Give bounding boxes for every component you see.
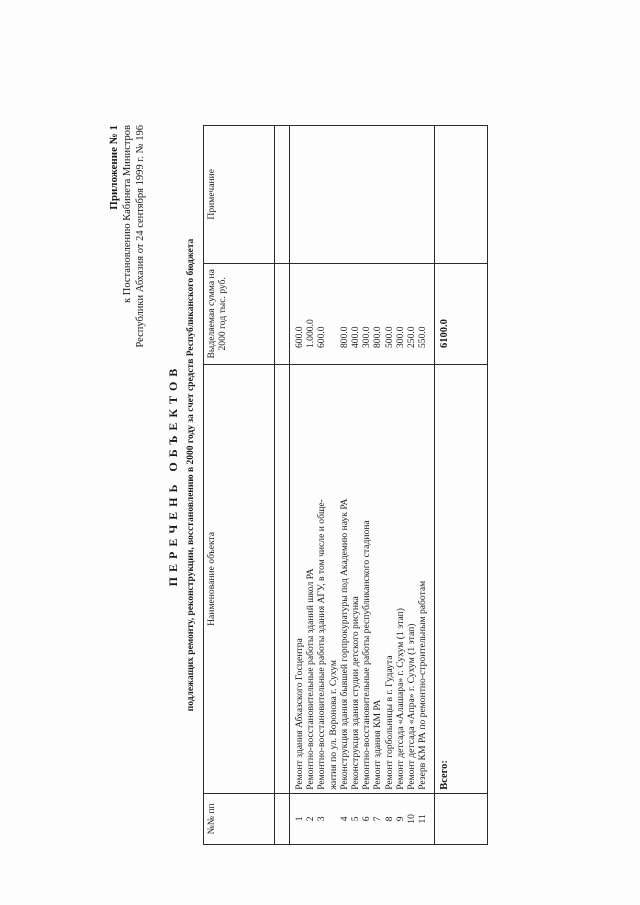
total-label: Всего:: [439, 760, 451, 790]
document-page: [108, 125, 548, 835]
object-name: Реконструкция здания студии детского рисунка: [350, 596, 362, 790]
objects-table: [203, 125, 488, 845]
row-amounts-cell: [290, 263, 435, 364]
document-subtitle: подлежащих ремонту, реконструкции, восстановлению в 2000 году за счет средств Республиканского бюджета: [186, 238, 196, 712]
row-notes-cell: [290, 126, 435, 264]
column-header-name: Наименование объекта: [204, 365, 275, 794]
object-name: Реконструкция здания бывшей горпрокуратуры под Академию наук РА: [338, 498, 350, 790]
row-number: 11: [417, 814, 429, 824]
allocated-amount: 300.0: [394, 326, 406, 349]
table-total-row: [435, 126, 488, 845]
object-name: Ремонт здания Абхазского Госцентра: [294, 638, 305, 790]
column-header-number: №№ пп: [204, 793, 275, 844]
allocated-amount: 500.0: [383, 326, 395, 349]
appendix-reference-date: Республики Абхазия от 24 сентября 1999 г. № 196: [135, 125, 146, 348]
allocated-amount: [328, 267, 339, 348]
allocated-amount: 1.000.0: [305, 319, 317, 349]
document-title: ПЕРЕЧЕНЬ ОБЪЕКТОВ: [166, 363, 180, 587]
allocated-amount: 600.0: [316, 326, 328, 349]
appendix-reference-line: к Постановлению Кабинета Министров: [122, 125, 133, 303]
row-names-cell: [290, 365, 435, 794]
table-spacer-row: [275, 126, 290, 845]
object-name: Ремонтно-восстановительные работы здания АГУ, в том числе и обще-: [316, 499, 328, 790]
total-label-cell: [435, 365, 488, 794]
column-header-note: Примечание: [204, 126, 275, 264]
row-number: 1: [294, 816, 305, 822]
row-number: 4: [338, 816, 350, 822]
object-name: Резерв КМ РА по ремонтно-строительным работам: [417, 580, 429, 790]
row-numbers-cell: [290, 793, 435, 844]
appendix-number: Приложение № 1: [108, 125, 120, 210]
total-amount-cell: [435, 263, 488, 364]
object-name: Ремонт здания КМ РА: [372, 699, 384, 790]
allocated-amount: 250.0: [406, 326, 418, 349]
allocated-amount: 800.0: [372, 326, 384, 349]
allocated-amount: 800.0: [338, 326, 350, 349]
allocated-amount: 400.0: [350, 326, 362, 349]
row-number: [328, 797, 339, 841]
row-number: 3: [316, 816, 328, 822]
object-name: Ремонтно-восстановительные работы республиканского стадиона: [361, 520, 373, 790]
row-number: 2: [305, 816, 317, 822]
row-number: 9: [394, 816, 406, 822]
row-number: 8: [383, 816, 395, 822]
object-name: Ремонт детсада «Апра» г. Сухум (1 этап): [406, 623, 418, 790]
object-name: жития по ул. Воронова г. Сухум: [327, 660, 339, 790]
allocated-amount: 600.0: [294, 326, 305, 349]
row-number: 6: [361, 816, 373, 822]
total-amount: 6100.0: [439, 319, 451, 349]
column-header-amount: Выделяемая сумма на 2000 год тыс. руб.: [204, 263, 275, 364]
row-number: 5: [350, 816, 362, 822]
object-name: Ремонт горбольницы в г. Гудаута: [383, 655, 395, 790]
row-number: 7: [372, 816, 384, 822]
allocated-amount: 300.0: [361, 326, 373, 349]
object-name: Ремонт детсада «Алашара» г. Сухум (1 этап): [394, 607, 406, 790]
table-header-row: [204, 126, 275, 845]
row-number: 10: [406, 814, 418, 824]
allocated-amount: 550.0: [417, 326, 429, 349]
object-name: Ремонтно-восстановительные работы зданий школ РА: [305, 568, 317, 790]
appendix-header: [108, 125, 147, 348]
table-body-row: [290, 126, 435, 845]
